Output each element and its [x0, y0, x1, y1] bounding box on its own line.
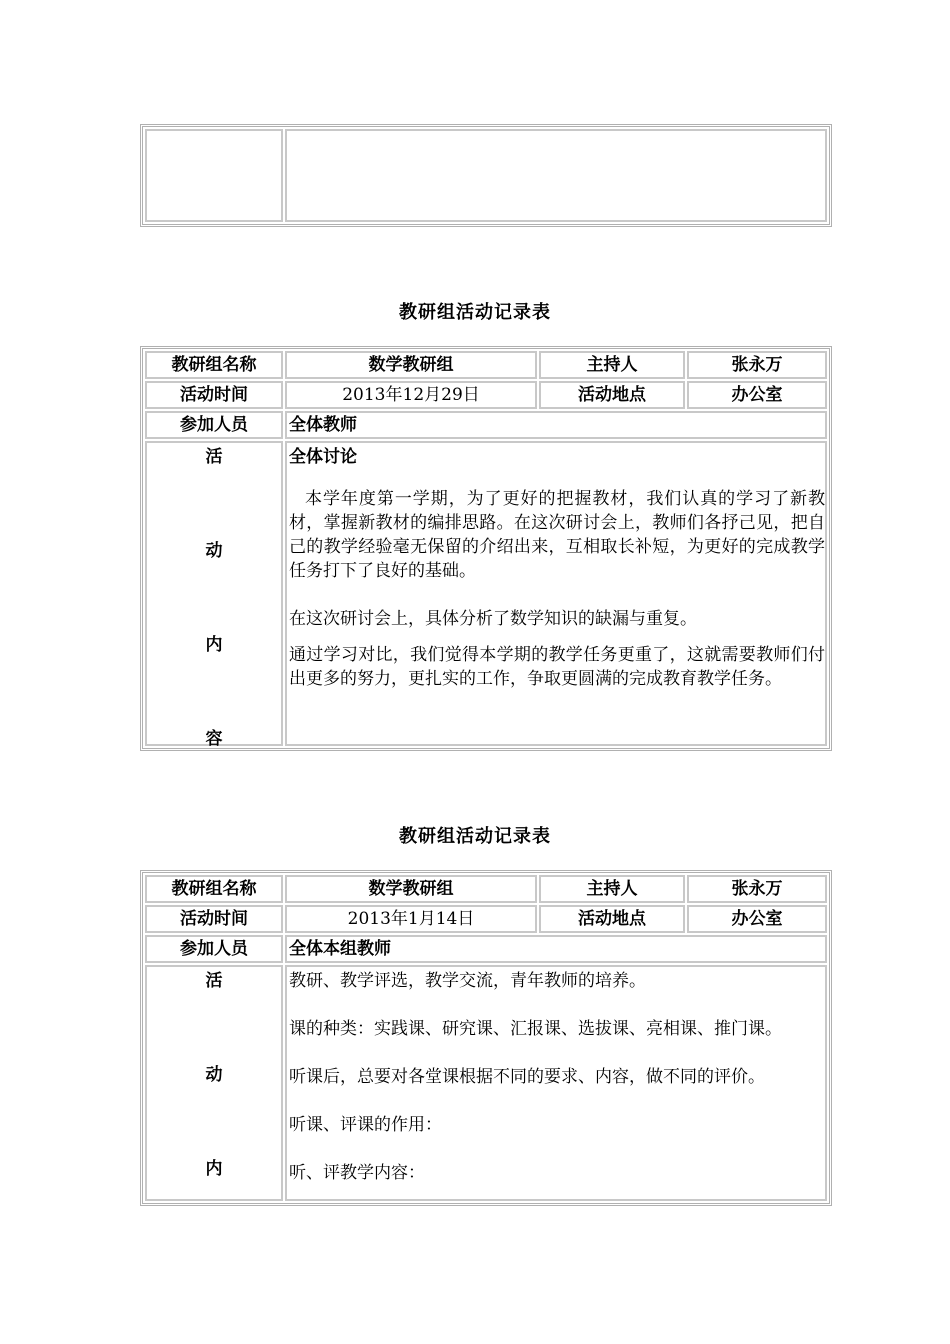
members-label: 参加人员 [145, 935, 283, 963]
record2-title: 教研组活动记录表 [399, 826, 551, 847]
record2-table [140, 870, 832, 1206]
place-value: 办公室 [687, 905, 827, 933]
content-label [145, 441, 283, 749]
empty-label-cell [145, 129, 283, 222]
record1-table [140, 346, 832, 751]
content-paragraph: 听、评教学内容： [289, 1163, 425, 1183]
content-cell [285, 965, 827, 1201]
group-name-value: 数学教研组 [285, 875, 537, 903]
content-heading: 全体讨论 [289, 447, 357, 467]
host-value: 张永万 [687, 351, 827, 379]
content-label-char: 活 [205, 971, 223, 991]
place-label: 活动地点 [539, 905, 685, 933]
host-value: 张永万 [687, 875, 827, 903]
time-value: 2013年12月29日 [285, 381, 537, 409]
time-label: 活动时间 [145, 381, 283, 409]
time-value: 2013年1月14日 [285, 905, 537, 933]
content-label-char: 动 [205, 541, 223, 561]
content-cell [285, 441, 827, 746]
group-name-label: 教研组名称 [145, 875, 283, 903]
content-paragraph: 听课、评课的作用： [289, 1115, 442, 1135]
content-label [145, 965, 283, 1201]
place-label: 活动地点 [539, 381, 685, 409]
time-label: 活动时间 [145, 905, 283, 933]
content-label-char: 动 [205, 1065, 223, 1085]
content-label-char: 活 [205, 447, 223, 467]
content-label-char: 内 [205, 635, 223, 655]
content-paragraph: 本学年度第一学期，为了更好的把握教材，我们认真的学习了新教材，掌握新教材的编排思路。在这次研讨会上，教师们各抒己见，把自己的教学经验毫无保留的介绍出来，互相取长补短，为更好的完成教学任务打下了良好的基础。 [289, 489, 825, 581]
content-label-char: 容 [205, 729, 223, 749]
group-name-label: 教研组名称 [145, 351, 283, 379]
record1-title: 教研组活动记录表 [399, 302, 551, 323]
place-value: 办公室 [687, 381, 827, 409]
content-paragraph: 听课后，总要对各堂课根据不同的要求、内容，做不同的评价。 [289, 1067, 765, 1087]
members-label: 参加人员 [145, 411, 283, 439]
host-label: 主持人 [539, 351, 685, 379]
empty-table-fragment [140, 124, 832, 227]
members-value: 全体教师 [285, 411, 827, 439]
content-paragraph: 在这次研讨会上，具体分析了数学知识的缺漏与重复。 [289, 609, 697, 629]
group-name-value: 数学教研组 [285, 351, 537, 379]
content-paragraph: 课的种类：实践课、研究课、汇报课、选拔课、亮相课、推门课。 [289, 1019, 782, 1039]
empty-content-cell [285, 129, 827, 222]
host-label: 主持人 [539, 875, 685, 903]
content-label-char: 内 [205, 1159, 223, 1179]
members-value: 全体本组教师 [285, 935, 827, 963]
content-paragraph: 教研、教学评选，教学交流，青年教师的培养。 [289, 971, 646, 991]
content-paragraph: 通过学习对比，我们觉得本学期的教学任务更重了，这就需要教师们付出更多的努力，更扎实的工作，争取更圆满的完成教育教学任务。 [289, 645, 825, 689]
